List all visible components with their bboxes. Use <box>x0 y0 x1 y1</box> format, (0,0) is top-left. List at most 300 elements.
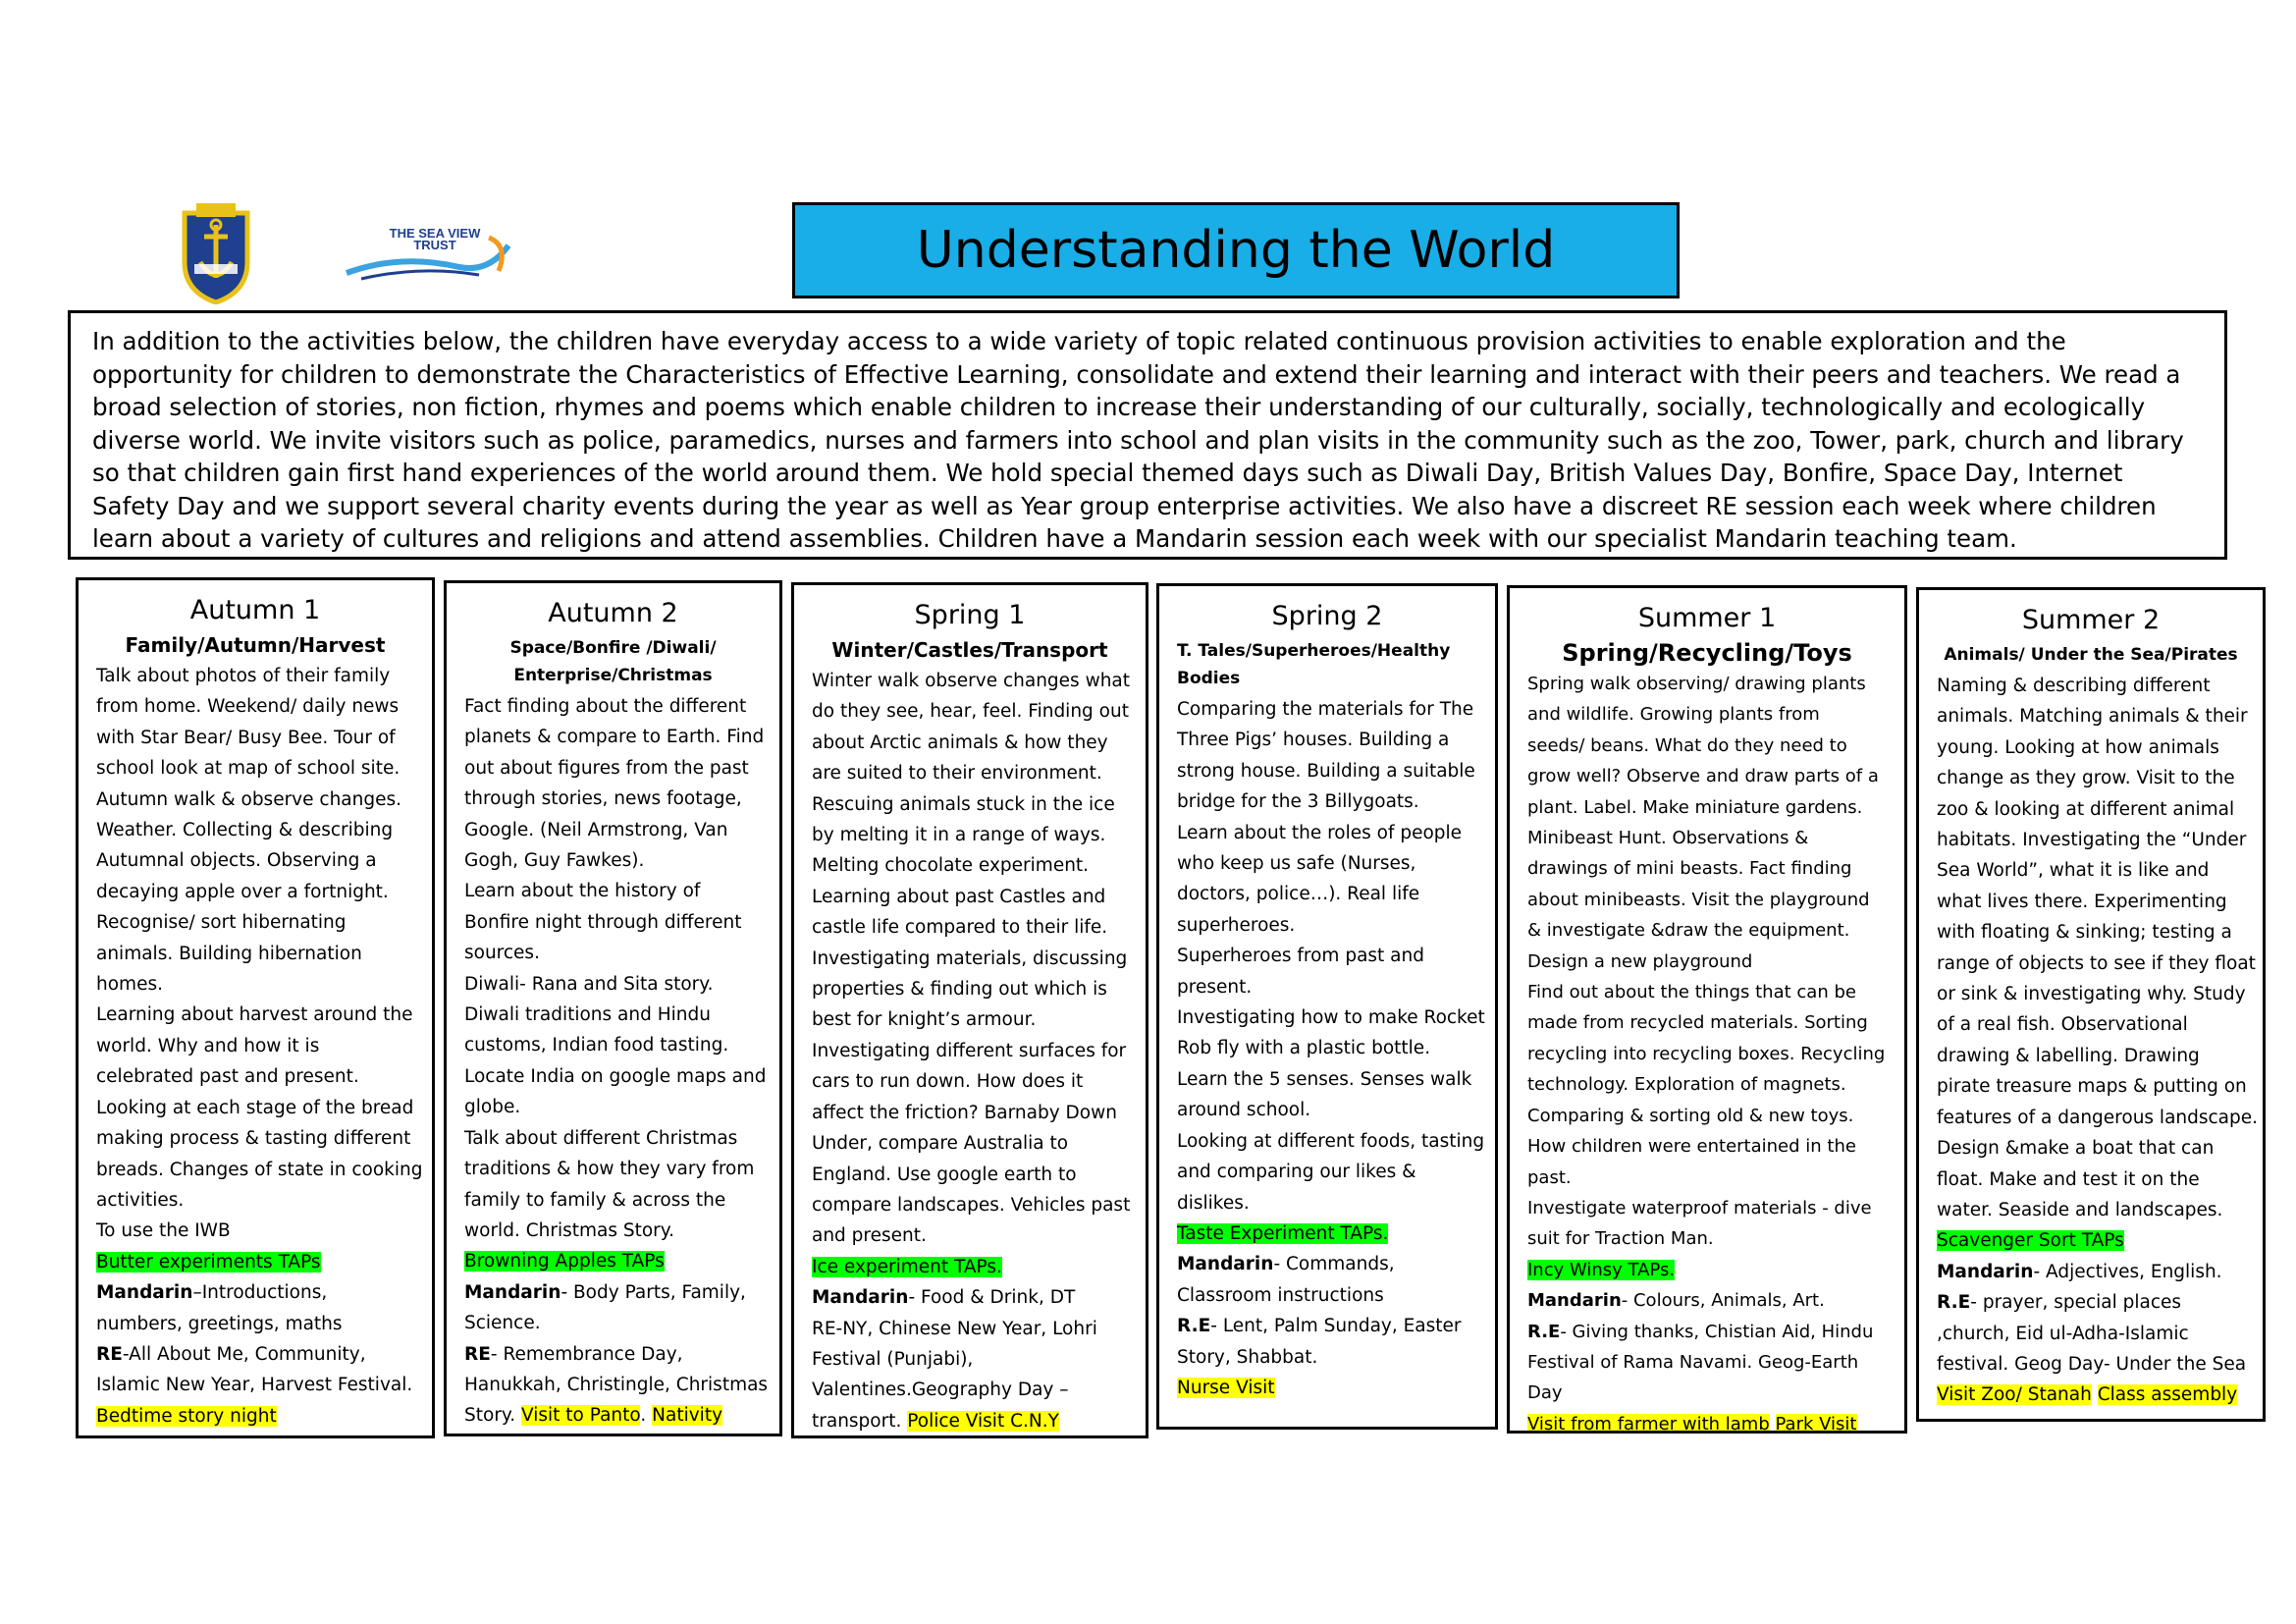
activity-line <box>1937 887 2245 917</box>
activity-text: with Star Bear/ Busy Bee. Tour of <box>96 727 396 748</box>
activity-text: family to family & across the <box>464 1189 726 1211</box>
activity-line <box>464 753 762 784</box>
subject-label: Mandarin <box>96 1282 193 1304</box>
activity-line <box>1527 1101 1887 1131</box>
activity-text: numbers, greetings, maths <box>96 1313 343 1334</box>
activity-line <box>464 969 762 1000</box>
activity-text: Fact finding about the different <box>464 696 747 717</box>
activity-text: suit for Traction Man. <box>1527 1228 1714 1250</box>
activity-line <box>1527 1223 1887 1254</box>
activity-line <box>1177 1342 1477 1373</box>
activity-line <box>464 691 762 722</box>
activity-line <box>1527 977 1887 1007</box>
activity-line <box>96 1370 414 1400</box>
tap-highlight: Taste Experiment TAPs. <box>1177 1222 1389 1244</box>
activity-text: Superheroes from past and <box>1177 946 1424 967</box>
activity-line <box>1527 699 1887 730</box>
activity-text: features of a dangerous landscape. <box>1937 1107 2259 1128</box>
activity-text <box>2092 1384 2098 1405</box>
term-topic: Family/Autumn/Harvest <box>125 633 386 657</box>
activity-line <box>464 1000 762 1030</box>
activity-text: -All About Me, Community, <box>122 1343 366 1365</box>
activity-line <box>1527 915 1887 946</box>
activity-line <box>1527 823 1887 853</box>
activity-line <box>1177 1218 1477 1249</box>
activity-line <box>1527 1131 1887 1162</box>
visit-highlight: Bedtime story night <box>96 1405 277 1427</box>
activity-text: zoo & looking at different animal <box>1937 798 2235 820</box>
activity-text: with floating & sinking; testing a <box>1937 922 2232 944</box>
activity-text: grow well? Observe and draw parts of a <box>1527 766 1879 787</box>
activity-text: Islamic New Year, Harvest Festival. <box>96 1375 413 1396</box>
activity-line <box>812 789 1128 820</box>
activity-line <box>96 1277 414 1308</box>
activity-line <box>812 912 1128 943</box>
activity-line <box>812 1375 1128 1405</box>
activity-line <box>96 1093 414 1123</box>
term-topic: Space/Bonfire /Diwali/ Enterprise/Christmas <box>509 638 717 685</box>
activity-text: bridge for the 3 Billygoats. <box>1177 791 1419 813</box>
activity-line <box>464 1123 762 1154</box>
activity-line <box>96 1123 414 1154</box>
activity-text: doctors, police…). Real life <box>1177 884 1420 905</box>
activity-text: Three Pigs’ houses. Building a <box>1177 730 1450 751</box>
activity-text: and wildlife. Growing plants from <box>1527 704 1820 726</box>
activity-text: who keep us safe (Nurses, <box>1177 853 1416 875</box>
activity-line <box>96 1309 414 1339</box>
activity-line <box>812 850 1128 881</box>
activity-line <box>464 722 765 752</box>
activity-text: Locate India on google maps and <box>464 1065 767 1087</box>
activity-text: world. Why and how it is <box>96 1035 320 1056</box>
activity-line <box>812 1406 1128 1436</box>
term-box <box>1156 583 1498 1430</box>
activity-text: float. Make and test it on the <box>1937 1168 2200 1190</box>
term-name: Autumn 1 <box>189 595 321 625</box>
activity-line <box>812 696 1128 727</box>
activity-text: from home. Weekend/ daily news <box>96 696 400 718</box>
activity-text: ,church, Eid ul-Adha-Islamic <box>1937 1323 2189 1344</box>
activity-text: strong house. Building a suitable <box>1177 760 1475 782</box>
activity-text: Looking at each stage of the bread <box>96 1097 414 1118</box>
activity-line <box>1177 848 1477 879</box>
activity-text: Autumn walk & observe changes. <box>96 788 401 810</box>
activity-line <box>1937 979 2245 1009</box>
subject-label: Mandarin <box>1937 1261 2034 1282</box>
activity-line <box>1937 1103 2259 1133</box>
subject-label: RE <box>96 1343 123 1365</box>
visit-highlight: Visit from farmer with lamb <box>1527 1413 1770 1434</box>
tap-highlight: Scavenger Sort TAPs <box>1937 1230 2124 1252</box>
activity-line <box>1527 731 1887 761</box>
activity-text: - Remembrance Day, <box>490 1343 683 1365</box>
activity-text: world. Christmas Story. <box>464 1219 674 1241</box>
activity-text: Comparing & sorting old & new toys. <box>1527 1105 1854 1126</box>
activity-text: - Body Parts, Family, <box>561 1281 746 1303</box>
activity-text: - Colours, Animals, Art. <box>1621 1290 1825 1312</box>
activity-line <box>1177 694 1477 725</box>
activity-line <box>812 758 1128 788</box>
term-box <box>1916 587 2266 1422</box>
term-name: Summer 1 <box>1637 603 1777 633</box>
activity-text: Science. <box>464 1313 541 1334</box>
activity-text: Diwali traditions and Hindu <box>464 1004 711 1026</box>
activity-line <box>1177 1002 1485 1033</box>
activity-text: - Commands, <box>1273 1254 1395 1275</box>
activity-line <box>812 1128 1128 1159</box>
activity-line <box>812 1098 1128 1128</box>
term-name: Autumn 2 <box>548 598 678 628</box>
activity-line <box>1937 1133 2245 1164</box>
activity-line <box>96 907 414 938</box>
term-box <box>1507 585 1907 1434</box>
activity-line <box>812 1004 1128 1035</box>
activity-text: and present. <box>812 1225 927 1247</box>
activity-text: Learn about the roles of people <box>1177 822 1463 843</box>
activity-line <box>1177 1373 1477 1403</box>
activity-line <box>96 1031 414 1061</box>
term-topic: Animals/ Under the Sea/Pirates <box>1944 645 2238 665</box>
activity-text: globe. <box>464 1097 521 1118</box>
visit-highlight: Class assembly <box>2097 1384 2238 1406</box>
activity-text: best for knight’s armour. <box>812 1009 1037 1031</box>
activity-text: and comparing our likes & <box>1177 1162 1416 1183</box>
activity-text: How children were entertained in the <box>1527 1136 1856 1158</box>
activity-line <box>1177 1033 1477 1063</box>
activity-text: Talk about different Christmas <box>464 1127 738 1149</box>
visit-highlight: Visit Zoo/ Stanah <box>1937 1384 2092 1406</box>
activity-text: Spring walk observing/ drawing plants <box>1527 674 1866 694</box>
activity-text: Looking at different foods, tasting <box>1177 1130 1485 1152</box>
activity-line <box>1937 1195 2245 1225</box>
activity-line <box>1937 917 2245 947</box>
activity-line <box>1177 941 1477 971</box>
activity-text: Minibeast Hunt. Observations & <box>1527 828 1809 849</box>
activity-text: RE-NY, Chinese New Year, Lohri <box>812 1318 1097 1339</box>
activity-line <box>464 1154 762 1184</box>
activity-text: festival. Geog Day- Under the Sea <box>1937 1353 2247 1375</box>
subject-label: R.E <box>1177 1316 1211 1337</box>
term-topic: Winter/Castles/Transport <box>831 638 1108 662</box>
activity-line <box>1177 1126 1485 1157</box>
activity-line <box>1937 671 2245 701</box>
activity-line <box>464 876 762 906</box>
activity-line <box>96 969 414 1000</box>
activity-line <box>812 882 1128 912</box>
tap-highlight: Ice experiment TAPs. <box>812 1256 1002 1277</box>
activity-text: Learning about past Castles and <box>812 886 1106 907</box>
activity-line <box>96 877 414 907</box>
activity-text: Rescuing animals stuck in the ice <box>812 793 1115 815</box>
activity-line <box>1527 1163 1887 1193</box>
intro-paragraph: In addition to the activities below, the children have everyday access to a wide variety of topic related continuous provision activities to enable exploration and the opportunity for children to demonstrate the Characteristics of Effective Learning, consolidate and extend their learning and interact with their peers and teachers. We read a broad selection of stories, non fiction, rhymes and poems which enable children to increase their understanding of our culturally, socially, technologically and ecologically diverse world. We invite visitors such as police, paramedics, nurses and farmers into school and plan visits in the community such as the zoo, Tower, park, church and library so that children gain first hand experiences of the world around them. We hold special themed days such as Diwali Day, British Values Day, Bonfire, Space Day, Internet Safety Day and we support several charity events during the year as well as Year group enterprise activities. We also have a discreet RE session each week where children learn about a variety of cultures and religions and attend assemblies. Children have a Mandarin session each week with our specialist Mandarin teaching team. <box>68 310 2227 560</box>
activity-line <box>464 1030 762 1060</box>
activity-line <box>464 784 762 814</box>
term-box <box>444 580 782 1436</box>
activity-line <box>1177 725 1477 755</box>
term-name: Spring 2 <box>1271 601 1383 631</box>
activity-text: Investigate waterproof materials - dive <box>1527 1197 1872 1218</box>
activity-text: England. Use google earth to <box>812 1164 1077 1185</box>
activity-text: Diwali- Rana and Sita story. <box>464 973 714 995</box>
activity-text: Design &make a boat that can <box>1937 1138 2215 1160</box>
activity-line <box>1937 1071 2245 1102</box>
activity-line <box>1527 1007 1887 1038</box>
activity-line <box>1177 972 1477 1002</box>
visit-highlight: Visit to Panto <box>521 1405 641 1427</box>
term-name: Summer 2 <box>2021 605 2161 635</box>
activity-text: Find out about the things that can be <box>1527 982 1856 1003</box>
activity-line <box>1527 792 1887 823</box>
activity-text: Under, compare Australia to <box>812 1133 1069 1155</box>
activity-text: drawings of mini beasts. Fact finding <box>1527 858 1852 880</box>
activity-line <box>812 1252 1128 1282</box>
activity-text: Story. <box>464 1405 521 1427</box>
activity-line <box>1937 855 2245 886</box>
activity-line <box>1937 825 2245 855</box>
activity-line <box>1937 1009 2245 1040</box>
activity-line <box>1527 761 1887 791</box>
term-name: Spring 1 <box>914 600 1026 630</box>
activity-text: Recognise/ sort hibernating <box>96 912 347 934</box>
activity-line <box>1937 1380 2245 1410</box>
activity-line <box>96 1339 414 1370</box>
activity-line <box>464 1370 769 1400</box>
activity-text: transport. <box>812 1410 908 1432</box>
activity-line <box>1177 1188 1477 1218</box>
activity-text: Naming & describing different <box>1937 676 2211 696</box>
activity-line <box>1937 1164 2245 1195</box>
activity-text: do they see, hear, feel. Finding out <box>812 701 1129 723</box>
activity-text: are suited to their environment. <box>812 763 1102 785</box>
tap-highlight: Browning Apples TAPs <box>464 1251 665 1272</box>
activity-line <box>1177 1064 1477 1095</box>
activity-line <box>812 974 1128 1004</box>
activity-line <box>812 1066 1128 1097</box>
activity-line <box>96 1216 414 1246</box>
activity-line <box>1937 701 2248 731</box>
activity-line <box>464 845 762 876</box>
term-topic: T. Tales/Superheroes/Healthy Bodies <box>1177 641 1451 688</box>
activity-text: Learning about harvest around the <box>96 1004 413 1026</box>
activity-line <box>464 1400 762 1431</box>
activity-text: dislikes. <box>1177 1192 1250 1214</box>
activity-line <box>1527 1039 1887 1069</box>
subject-label: Mandarin <box>1177 1254 1274 1275</box>
activity-text: Google. (Neil Armstrong, Van <box>464 819 728 840</box>
activity-text: - Lent, Palm Sunday, Easter <box>1210 1316 1462 1337</box>
activity-text: animals. Building hibernation <box>96 943 362 964</box>
activity-text: –Introductions, <box>192 1282 328 1304</box>
activity-line <box>1527 1193 1887 1223</box>
activity-line <box>96 845 414 876</box>
activity-text: . <box>640 1405 653 1427</box>
term-box <box>76 577 435 1438</box>
activity-text: traditions & how they vary from <box>464 1159 755 1180</box>
activity-line <box>812 1344 1128 1375</box>
activity-text: school look at map of school site. <box>96 758 400 780</box>
activity-text: about minibeasts. Visit the playground <box>1527 889 1870 910</box>
activity-line <box>96 1247 414 1277</box>
activity-text: drawing & labelling. Drawing <box>1937 1045 2200 1066</box>
activity-text: & investigate &draw the equipment. <box>1527 920 1850 942</box>
activity-line <box>812 1314 1128 1344</box>
activity-text: Valentines.Geography Day – <box>812 1380 1069 1401</box>
activity-text: by melting it in a range of ways. <box>812 825 1106 846</box>
activity-text: around school. <box>1177 1100 1311 1121</box>
subject-label: Mandarin <box>812 1287 909 1309</box>
activity-text: pirate treasure maps & putting on <box>1937 1076 2247 1098</box>
activity-text: Autumnal objects. Observing a <box>96 850 377 872</box>
activity-line <box>1527 1255 1887 1285</box>
term-topic: Spring/Recycling/Toys <box>1562 639 1852 667</box>
activity-line <box>464 907 762 938</box>
activity-text: Story, Shabbat. <box>1177 1346 1318 1368</box>
activity-text: young. Looking at how animals <box>1937 736 2219 758</box>
activity-line <box>1527 1409 1887 1434</box>
activity-line <box>812 1190 1131 1220</box>
visit-highlight: Police Visit C.N.Y <box>907 1410 1059 1432</box>
page-title: Understanding the World <box>792 202 1680 298</box>
activity-line <box>1937 794 2245 825</box>
tap-highlight: Incy Winsy TAPs. <box>1527 1259 1676 1280</box>
activity-line <box>812 820 1128 850</box>
activity-line <box>464 1216 762 1246</box>
activity-text: Learn the 5 senses. Senses walk <box>1177 1068 1472 1090</box>
school-crest-logo <box>177 201 255 304</box>
activity-text: planets & compare to Earth. Find <box>464 727 765 748</box>
activity-line <box>812 1036 1128 1066</box>
activity-line <box>1527 947 1887 977</box>
activity-text: Classroom instructions <box>1177 1284 1384 1306</box>
activity-text: what lives there. Experimenting <box>1937 891 2227 912</box>
activity-text: change as they grow. Visit to the <box>1937 768 2235 789</box>
activity-text: range of objects to see if they float <box>1937 952 2256 974</box>
trust-name: THE SEA VIEW TRUST <box>389 226 481 252</box>
activity-text: Melting chocolate experiment. <box>812 855 1090 877</box>
activity-line <box>812 944 1128 974</box>
activity-line <box>1177 1095 1477 1125</box>
activity-line <box>96 753 414 784</box>
subject-label: Mandarin <box>464 1281 561 1303</box>
activity-line <box>96 939 414 969</box>
activity-line <box>1937 1225 2245 1256</box>
activity-text: Weather. Collecting & describing <box>96 820 394 841</box>
activity-line <box>1937 1349 2245 1380</box>
activity-text: customs, Indian food tasting. <box>464 1035 729 1056</box>
activity-text: activities. <box>96 1189 185 1211</box>
activity-text: Rob fly with a plastic bottle. <box>1177 1038 1431 1059</box>
activity-line <box>1937 1287 2245 1318</box>
activity-text: Gogh, Guy Fawkes). <box>464 850 645 872</box>
activity-line <box>1527 1317 1887 1347</box>
activity-text: affect the friction? Barnaby Down <box>812 1102 1117 1123</box>
activity-text: recycling into recycling boxes. Recycling <box>1527 1043 1886 1064</box>
activity-line <box>96 723 414 753</box>
activity-text: properties & finding out which is <box>812 979 1107 1001</box>
activity-text: cars to run down. How does it <box>812 1071 1084 1093</box>
activity-line <box>464 1185 762 1216</box>
activity-line <box>96 691 414 722</box>
activity-line <box>1527 1285 1887 1316</box>
activity-line <box>812 1160 1128 1190</box>
activity-text: water. Seaside and landscapes. <box>1937 1199 2223 1220</box>
term-box <box>791 582 1148 1438</box>
activity-text: Learn about the history of <box>464 881 701 902</box>
activity-line <box>1177 1157 1477 1187</box>
activity-line <box>96 661 414 691</box>
activity-text: about Arctic animals & how they <box>812 731 1108 753</box>
activity-text: castle life compared to their life. <box>812 917 1108 939</box>
activity-line <box>1527 1069 1887 1100</box>
activity-line <box>1177 1280 1477 1311</box>
activity-text: celebrated past and present. <box>96 1066 359 1088</box>
subject-label: Mandarin <box>1527 1290 1622 1312</box>
activity-line <box>464 1339 762 1370</box>
activity-line <box>1527 669 1887 699</box>
activity-text: or sink & investigating why. Study <box>1937 984 2246 1005</box>
activity-text: superheroes. <box>1177 914 1296 936</box>
activity-line <box>1937 948 2256 979</box>
activity-line <box>1937 1257 2245 1287</box>
activity-line <box>464 1277 762 1308</box>
activity-text: Day <box>1527 1382 1563 1404</box>
activity-text: Bonfire night through different <box>464 911 742 933</box>
activity-text: Sea World”, what it is like and <box>1937 860 2210 882</box>
activity-text: habitats. Investigating the “Under <box>1937 830 2247 851</box>
activity-text: compare landscapes. Vehicles past <box>812 1194 1131 1216</box>
activity-line <box>96 1401 414 1432</box>
activity-line <box>1527 1347 1887 1378</box>
activity-line <box>1177 910 1477 941</box>
activity-line <box>812 666 1131 696</box>
activity-text: Design a new playground <box>1527 950 1753 972</box>
activity-line <box>1177 879 1477 909</box>
activity-text: Talk about photos of their family <box>96 666 391 686</box>
activity-line <box>1527 885 1887 915</box>
activity-text: Winter walk observe changes what <box>812 671 1131 691</box>
activity-text: seeds/ beans. What do they need to <box>1527 734 1847 756</box>
activity-line <box>1177 786 1477 817</box>
activity-text: decaying apple over a fortnight. <box>96 881 389 902</box>
activity-line <box>1937 732 2245 763</box>
activity-text: animals. Matching animals & their <box>1937 706 2248 728</box>
activity-text: - Adjectives, English. <box>2033 1261 2222 1282</box>
activity-text: Hanukkah, Christingle, Christmas <box>464 1374 769 1395</box>
tap-highlight: Butter experiments TAPs <box>96 1251 321 1272</box>
activity-line <box>812 1220 1128 1251</box>
activity-text: Festival of Rama Navami. Geog-Earth <box>1527 1351 1859 1373</box>
activity-line <box>464 1246 762 1276</box>
activity-line <box>464 1308 762 1338</box>
activity-text: making process & tasting different <box>96 1128 411 1150</box>
activity-line <box>464 815 762 845</box>
subject-label: RE <box>464 1343 491 1365</box>
activity-line <box>1177 756 1477 786</box>
visit-highlight: Nativity <box>652 1405 723 1427</box>
activity-line <box>812 1282 1128 1313</box>
activity-line <box>96 1000 414 1030</box>
subject-label: R.E <box>1527 1321 1561 1342</box>
activity-text: plant. Label. Make miniature gardens. <box>1527 796 1863 818</box>
activity-text: homes. <box>96 974 163 996</box>
sea-view-trust-logo <box>342 226 518 285</box>
activity-line <box>1177 1249 1477 1279</box>
activity-line <box>96 1155 423 1185</box>
activity-line <box>464 1061 767 1092</box>
activity-line <box>96 1061 414 1092</box>
activity-line <box>1177 1311 1477 1341</box>
